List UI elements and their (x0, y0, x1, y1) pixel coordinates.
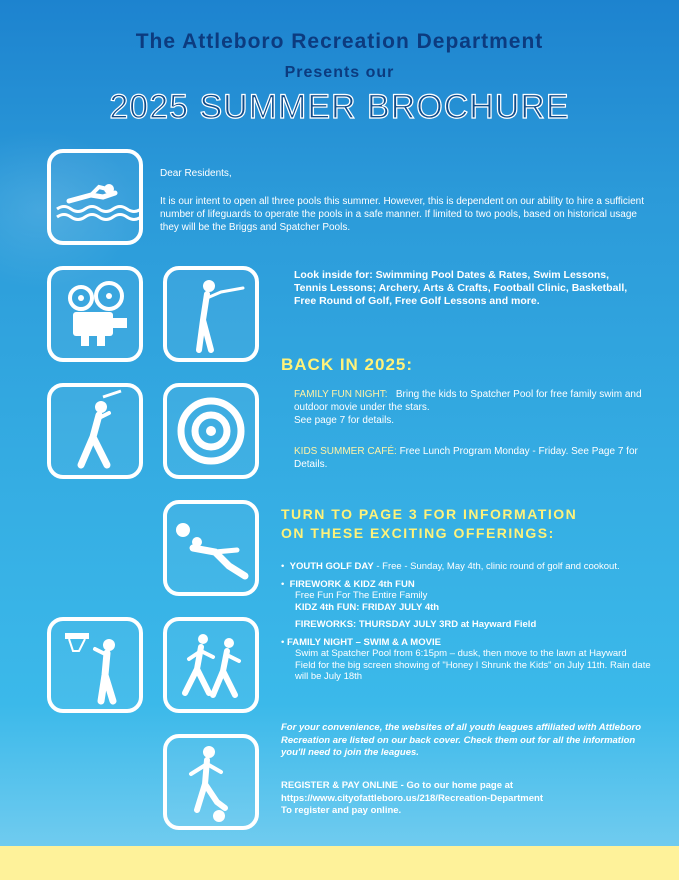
letter-body: It is our intent to open all three pools this summer. However, this is dependent on our ability to hire a sufficient number of lifeguards to operate the pools in a safe manner. If limited to two pools, based on historical usage they will be the Briggs and Spatcher Pools. (160, 196, 644, 233)
kidz-line: KIDZ 4th FUN: FRIDAY JULY 4th (295, 601, 440, 613)
header-department: The Attleboro Recreation Department (135, 30, 544, 53)
night-label: FAMILY NIGHT – SWIM & A MOVIE (286, 636, 441, 648)
register-url[interactable]: https://www.cityofattleboro.us/218/Recreation-Department (281, 792, 543, 804)
leagues-text: For your convenience, the websites of all youth leagues affiliated with Attleboro Recreation are listed on our back cover. Check them out for all the information you'll need to join the leagues. (281, 722, 642, 758)
golfer-icon (163, 266, 259, 362)
footer-band (0, 846, 679, 880)
back-heading: BACK IN 2025: (281, 355, 414, 374)
baseball-player-icon (47, 383, 143, 479)
turn-heading (281, 505, 577, 543)
ffn-label: FAMILY FUN NIGHT: (294, 389, 388, 400)
cafe-label: KIDS SUMMER CAFÉ: (294, 446, 397, 457)
swimmer-icon (47, 149, 143, 245)
soccer-player-icon (163, 734, 259, 830)
register-line-1: REGISTER & PAY ONLINE - Go to our home page at (281, 780, 514, 791)
basketball-player-icon (47, 617, 143, 713)
target-icon (163, 383, 259, 479)
list-item-firework: • FIREWORK & KIDZ 4th FUN Free Fun For The Entire Family KIDZ 4th FUN: FRIDAY JULY 4th FIREWORKS: THURSDAY JULY 3RD at Hayward Field (281, 579, 651, 631)
look-inside-text: Look inside for: Swimming Pool Dates & Rates, Swim Lessons, Tennis Lessons; Archery, Arts & Crafts, Football Clinic, Basketball, Free Round of Golf, Free Golf Lessons and more. (294, 269, 628, 307)
brochure-title: 2025 SUMMER BROCHURE (109, 88, 570, 126)
header-presents: Presents our (284, 64, 395, 81)
ffn-text: Bring the kids to Spatcher Pool for free family swim and outdoor movie under the stars. (294, 389, 642, 413)
firework-label: FIREWORK & KIDZ 4th FUN (289, 578, 415, 590)
cafe-text: Free Lunch Program Monday - Friday. See Page 7 for Details. (294, 446, 638, 470)
register-line-3: To register and pay online. (281, 805, 402, 816)
night-text-2: Field for the big screen showing of "Honey I Shrunk the Kids" on July 11th. Rain date will be July 18th (295, 659, 651, 682)
turn-line-2: ON THESE EXCITING OFFERINGS: (281, 525, 555, 541)
golf-text: - Free - Sunday, May 4th, clinic round of golf and cookout. (376, 561, 620, 572)
golf-label: YOUTH GOLF DAY (289, 561, 374, 572)
letter-greeting: Dear Residents, (160, 168, 232, 179)
list-item-golf: • YOUTH GOLF DAY - Free - Sunday, May 4th, clinic round of golf and cookout. (281, 561, 620, 572)
goalkeeper-icon (163, 500, 259, 596)
projector-icon (47, 266, 143, 362)
ffn-see: See page 7 for details. (294, 415, 395, 426)
runners-icon (163, 617, 259, 713)
offerings-list (281, 561, 651, 689)
register-block (281, 780, 651, 818)
night-text-1: Swim at Spatcher Pool from 6:15pm – dusk, then move to the lawn at Hayward (295, 648, 627, 659)
firework-free: Free Fun For The Entire Family (295, 590, 428, 601)
turn-line-1: TURN TO PAGE 3 FOR INFORMATION (281, 506, 578, 522)
kids-summer-cafe (294, 445, 646, 471)
fireworks-line: FIREWORKS: THURSDAY JULY 3RD at Hayward Field (295, 619, 537, 630)
family-fun-night (294, 388, 649, 427)
list-item-family-night: • FAMILY NIGHT – SWIM & A MOVIE Swim at Spatcher Pool from 6:15pm – dusk, then move to the lawn at Hayward Field for the big screen showing of "Honey I Shrunk the Kids" on July 11th. Rain date will be July 18th (281, 636, 651, 682)
